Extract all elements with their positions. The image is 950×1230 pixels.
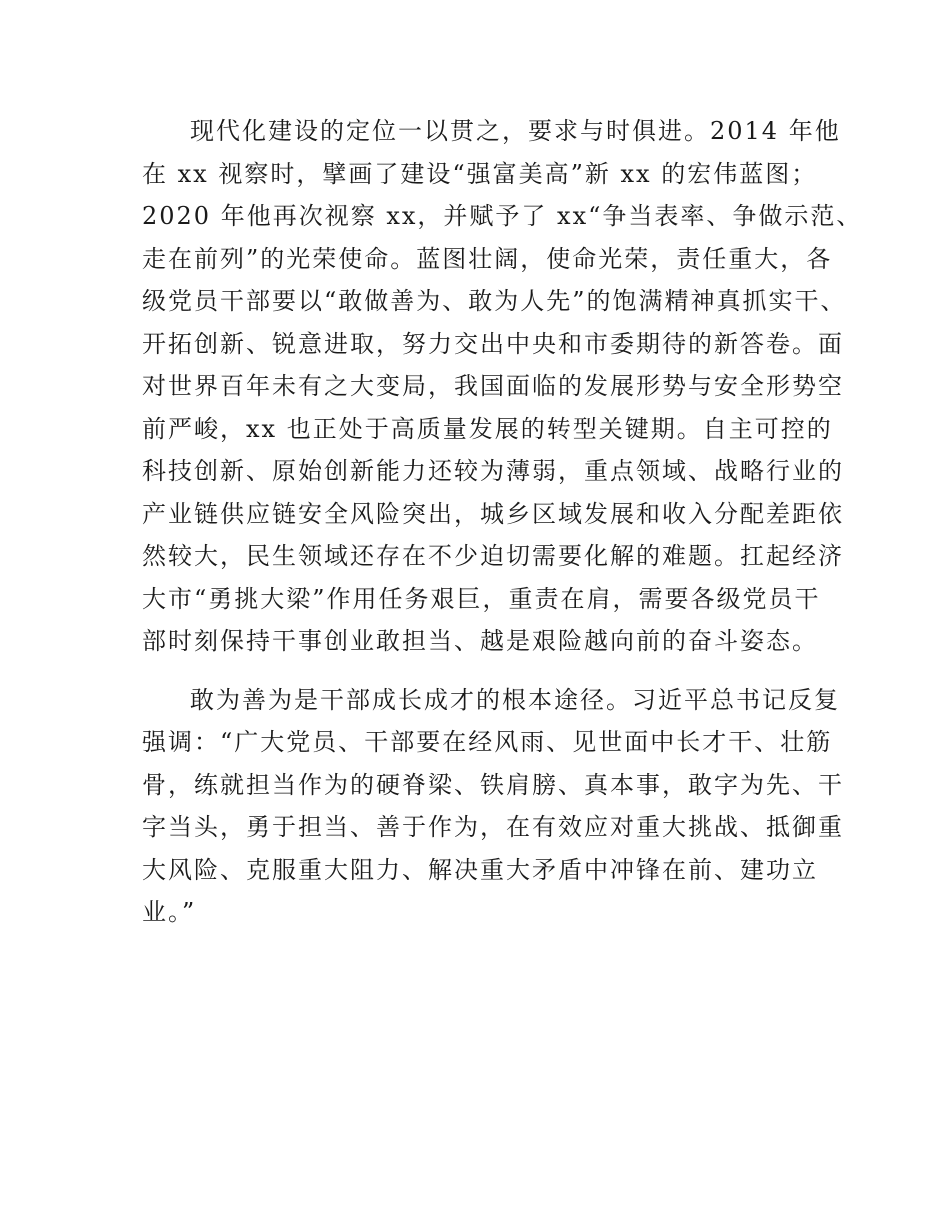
paragraph-line: 走在前列”的光荣使命。蓝图壮阔，使命光荣，责任重大，各 <box>142 244 833 273</box>
paragraph-line: 前严峻，xx 也正处于高质量发展的转型关键期。自主可控的 <box>142 414 833 443</box>
paragraph-line: 级党员干部要以“敢做善为、敢为人先”的饱满精神真抓实干、 <box>142 287 847 315</box>
paragraph-line: 大风险、克服重大阻力、解决重大矛盾中冲锋在前、建功立 <box>142 855 818 884</box>
paragraph-line: 敢为善为是干部成长成才的根本途径。习近平总书记反复 <box>190 685 840 714</box>
paragraph-line: 现代化建设的定位一以贯之，要求与时俱进。2014 年他 <box>190 117 841 145</box>
paragraph-line: 字当头，勇于担当、善于作为，在有效应对重大挑战、抵御重 <box>142 813 844 841</box>
paragraph-spacer <box>142 663 812 679</box>
paragraph-line: 在 xx 视察时，擘画了建设“强富美高”新 xx 的宏伟蓝图； <box>142 159 818 188</box>
paragraph-line: 业。” <box>142 898 197 926</box>
paragraph-line: 大市“勇挑大梁”作用任务艰巨，重责在肩，需要各级党员干 <box>142 584 821 613</box>
paragraph-line: 部时刻保持干事创业敢担当、越是艰险越向前的奋斗姿态。 <box>142 627 818 655</box>
paragraph-line: 对世界百年未有之大变局，我国面临的发展形势与安全形势空 <box>142 372 844 400</box>
paragraph-line: 产业链供应链安全风险突出，城乡区域发展和收入分配差距依 <box>142 499 844 528</box>
document-body <box>142 110 863 934</box>
paragraph-1 <box>142 110 863 663</box>
paragraph-line: 然较大，民生领域还存在不少迫切需要化解的难题。扛起经济 <box>142 542 844 570</box>
paragraph-line: 开拓创新、锐意进取，努力交出中央和市委期待的新答卷。面 <box>142 329 844 358</box>
paragraph-line: 2020 年他再次视察 xx，并赋予了 xx“争当表率、争做示范、 <box>142 202 863 230</box>
paragraph-line: 科技创新、原始创新能力还较为薄弱，重点领域、战略行业的 <box>142 457 844 485</box>
paragraph-2 <box>142 679 844 934</box>
paragraph-line: 骨，练就担当作为的硬脊梁、铁肩膀、真本事，敢字为先、干 <box>142 770 844 799</box>
paragraph-line: 强调：“广大党员、干部要在经风雨、见世面中长才干、壮筋 <box>142 728 833 756</box>
